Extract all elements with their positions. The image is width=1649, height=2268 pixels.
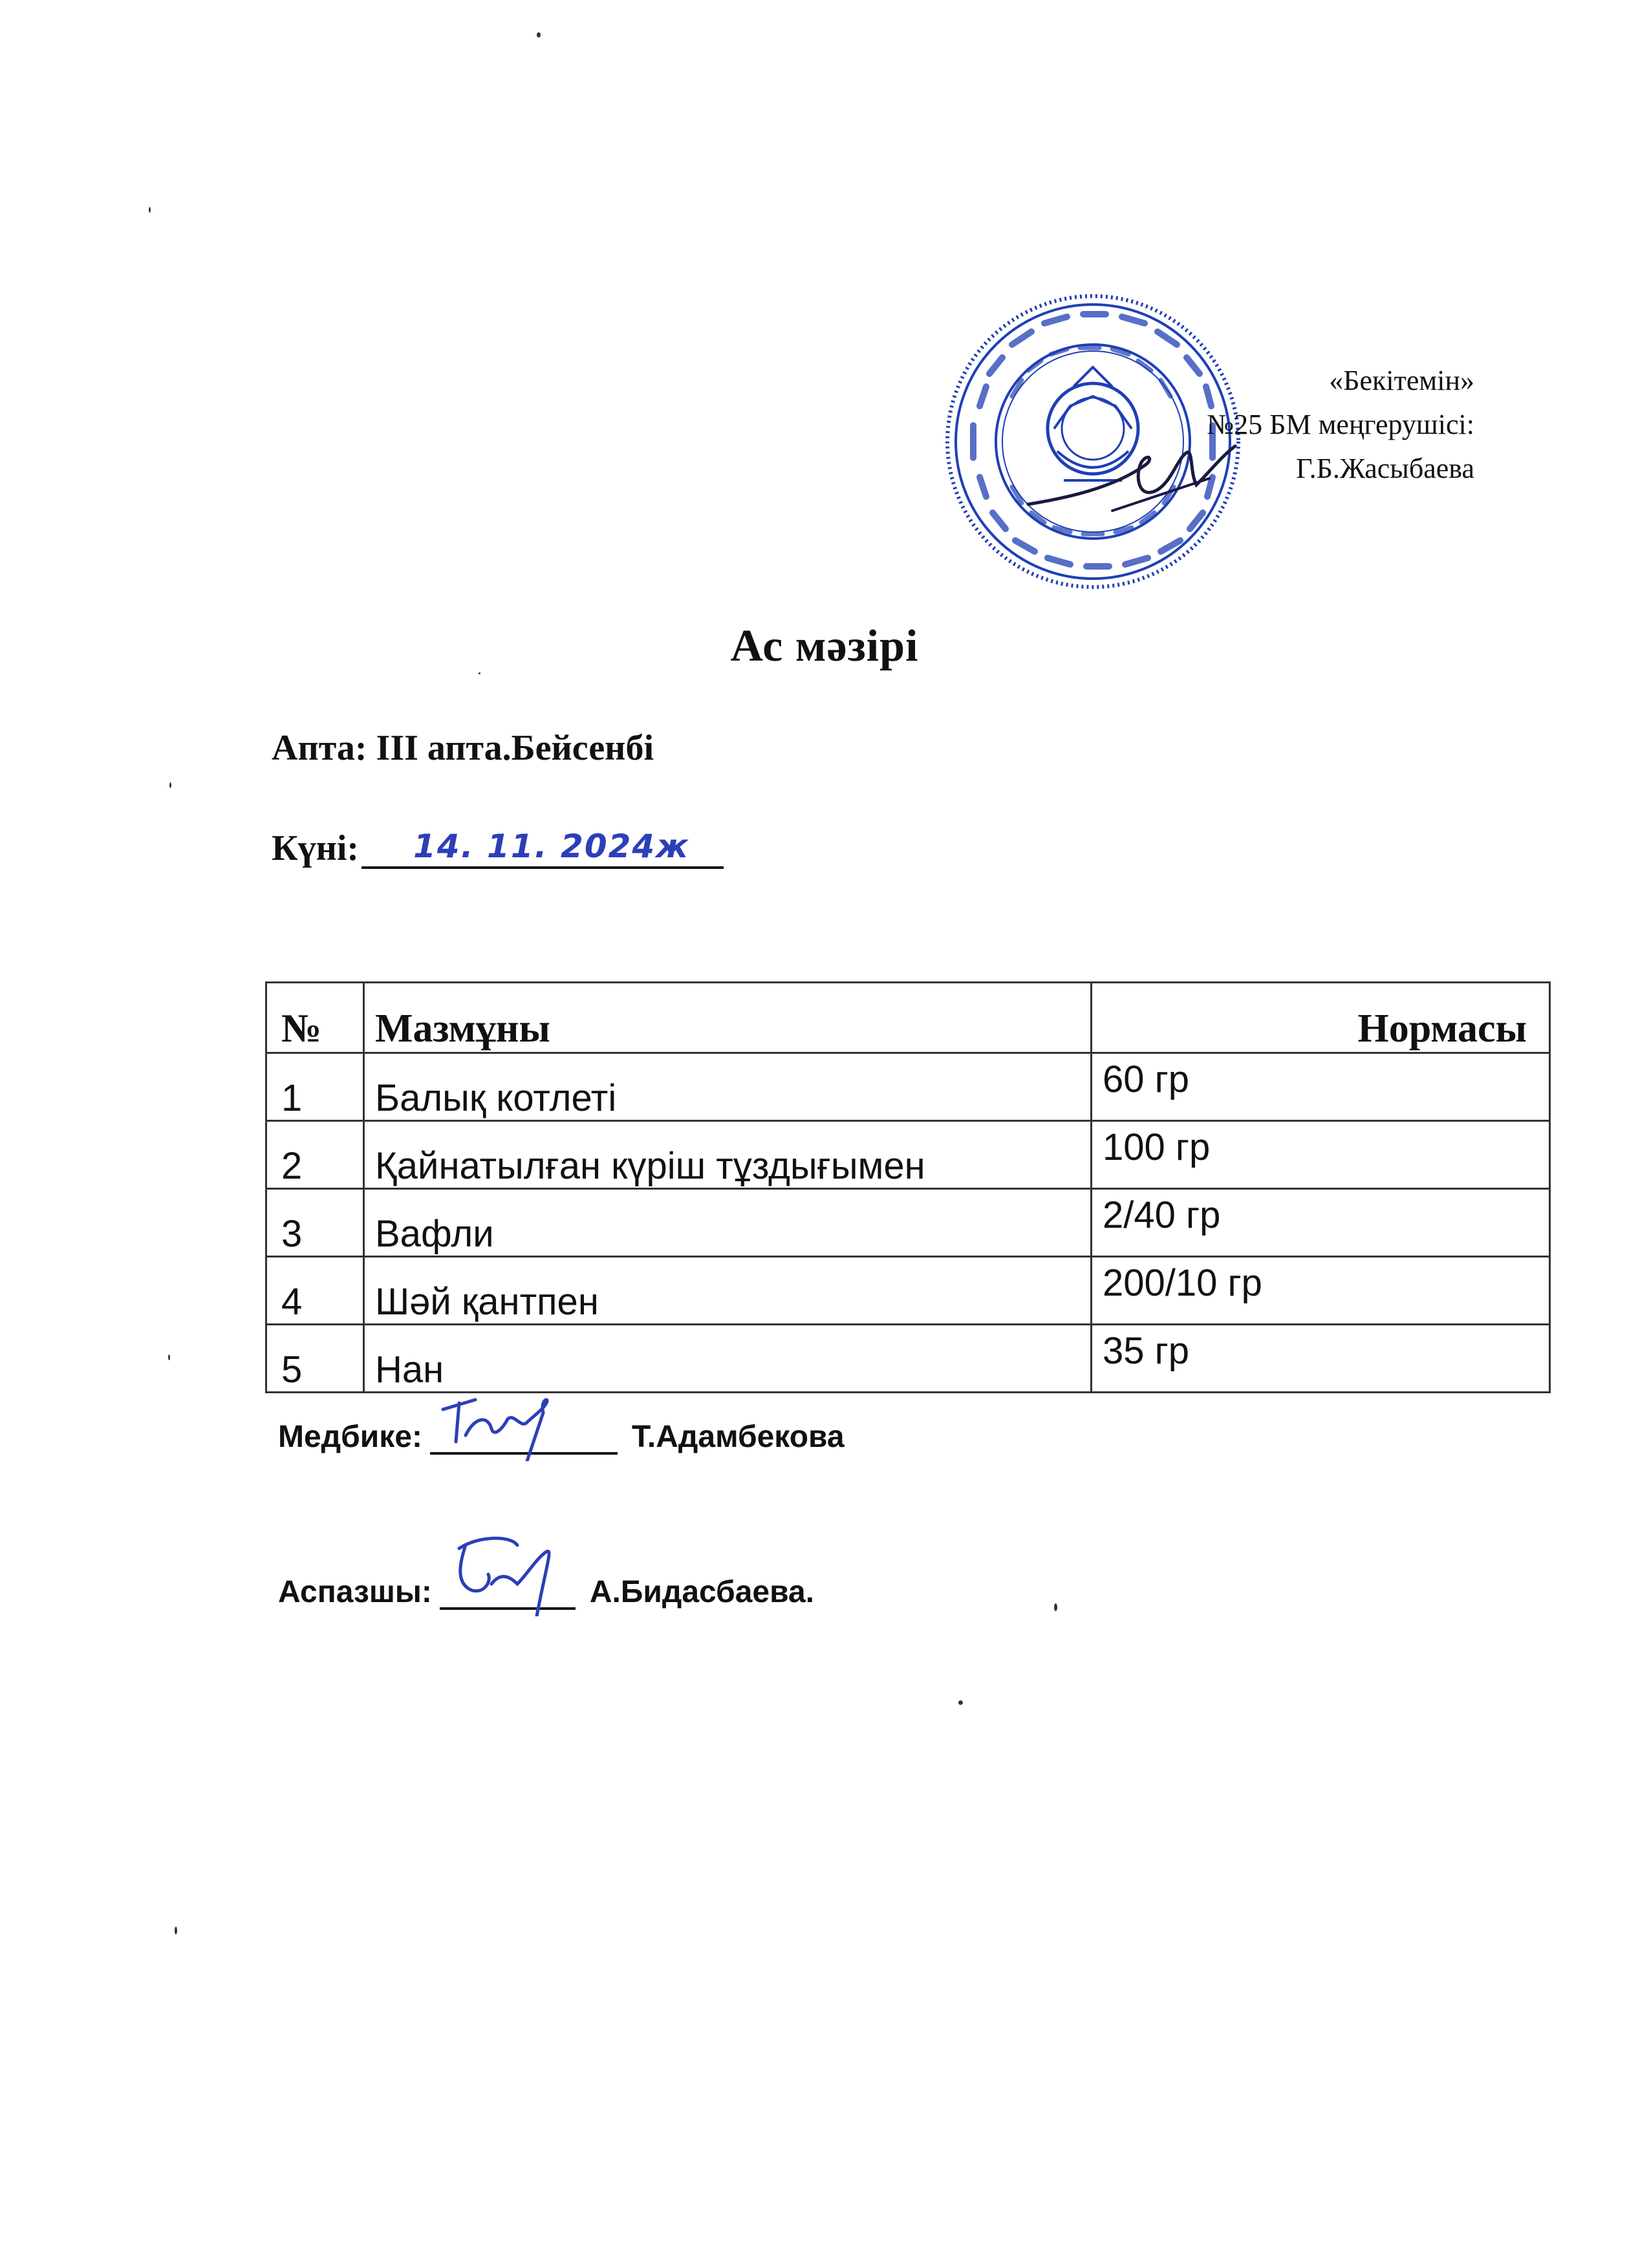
date-field: [361, 828, 724, 869]
nurse-signature-row: [278, 1416, 845, 1455]
row-number: 2: [266, 1121, 364, 1189]
scan-speck: [958, 1700, 963, 1705]
cook-signature-row: [278, 1571, 814, 1610]
row-norm: 60 гр: [1092, 1053, 1550, 1121]
row-norm: 2/40 гр: [1092, 1189, 1550, 1257]
scan-speck: [168, 1354, 170, 1360]
nurse-signature-line: [430, 1416, 618, 1455]
approval-heading: «Бекітемін»: [1329, 365, 1474, 396]
approval-name: Г.Б.Жасыбаева: [1296, 453, 1474, 484]
row-norm: 35 гр: [1092, 1325, 1550, 1393]
row-number: 3: [266, 1189, 364, 1257]
row-number: 4: [266, 1257, 364, 1325]
scan-speck: [537, 32, 541, 37]
header-number: №: [266, 983, 364, 1053]
table-row: [266, 1053, 1550, 1121]
cook-handwritten-signature: [440, 1519, 569, 1616]
scan-speck: [479, 672, 480, 674]
row-dish: Вафли: [364, 1189, 1092, 1257]
cook-signature-line: [440, 1571, 576, 1610]
approval-position: №25 БМ меңгерушісі:: [1207, 409, 1474, 440]
nurse-name: Т.Адамбекова: [632, 1420, 845, 1454]
row-dish: Балық котлеті: [364, 1053, 1092, 1121]
table-row: [266, 1121, 1550, 1189]
nurse-handwritten-signature: [430, 1364, 572, 1461]
nurse-label: Медбике:: [278, 1420, 423, 1454]
row-norm: 100 гр: [1092, 1121, 1550, 1189]
menu-table: [265, 981, 1551, 1393]
date-line: [272, 828, 724, 869]
row-norm: 200/10 гр: [1092, 1257, 1550, 1325]
date-label: Күні:: [272, 828, 360, 868]
row-number: 1: [266, 1053, 364, 1121]
header-content: Мазмұны: [364, 983, 1092, 1053]
date-handwritten-value: 14. 11. 2024ж: [413, 828, 689, 865]
table-row: [266, 1189, 1550, 1257]
page-title: Ас мәзірі: [730, 621, 919, 671]
row-dish: Нан: [364, 1325, 1092, 1393]
cook-name: А.Бидасбаева.: [589, 1575, 815, 1609]
row-number: 5: [266, 1325, 364, 1393]
row-dish: Шәй қантпен: [364, 1257, 1092, 1325]
scan-speck: [149, 207, 151, 213]
scan-speck: [169, 782, 171, 788]
row-dish: Қайнатылған күріш тұздығымен: [364, 1121, 1092, 1189]
week-line: Апта: III апта.Бейсенбі: [272, 728, 654, 768]
scan-speck: [175, 1927, 177, 1934]
approver-signature: [1015, 427, 1248, 524]
scan-speck: [1054, 1603, 1057, 1611]
cook-label: Аспазшы:: [278, 1575, 432, 1609]
table-header-row: [266, 983, 1550, 1053]
header-norm: Нормасы: [1092, 983, 1550, 1053]
table-row: [266, 1257, 1550, 1325]
